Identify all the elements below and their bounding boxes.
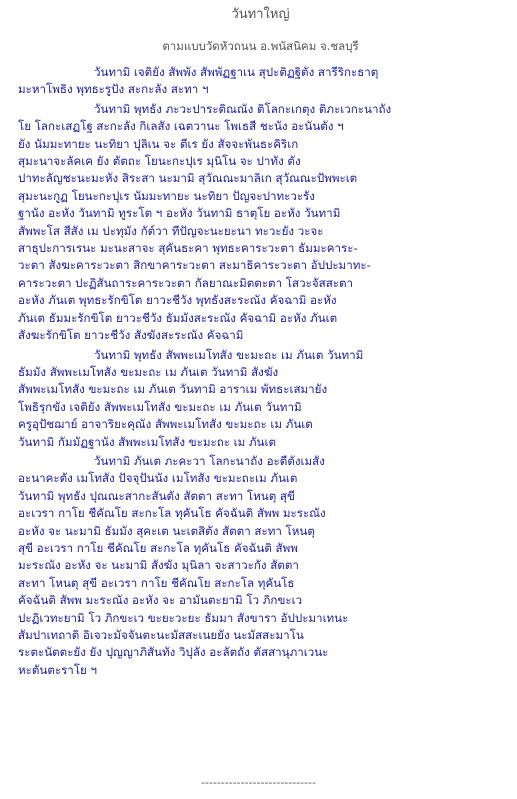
- text-line: วันทามิ ภันเต ภะคะวา โลกะนาถัง อะตีตังเมสัง: [94, 453, 325, 468]
- paragraph-3: [18, 347, 503, 451]
- text-line: อะหัง จะ นะมามิ ธัมมัง สุคะเต นะเตสิตัง สัตตา สะทา โหนตุ: [18, 523, 315, 538]
- text-line: อะนาคะตัง เมโทสัง ปัจจุปันนัง เมโทสัง ขะมะถะเม ภันเต: [18, 471, 298, 486]
- text-line: มะหาโพธิง พุทธะรูปัง สะกะลัง สะทา ฯ: [18, 82, 209, 97]
- text-line: คัจฉันติ สัพพ มะระณัง อะหัง จะ อามันตะยามิ โว ภิกขะเว: [18, 593, 303, 608]
- text-line: สัพพะเมโทสัง ขะมะถะ เม ภันเต วันทามิ อาราเม พัทธะเสมายัง: [18, 382, 328, 397]
- paragraph-2: [18, 101, 503, 345]
- text-line: ธัมมัง สัพพะเมโทสัง ขะมะถะ เม ภันเต วันทามิ สังฆัง: [18, 364, 279, 379]
- text-line: วันทามิ เจติยัง สัพพัง สัพพัฏฐาเน สุปะติฏฐิตัง สารีริกะธาตุ: [94, 65, 379, 79]
- text-line: ระตะนัตตะยัง ยัง ปุญญาภิสันทัง วิปุลัง อะลัตถัง ตัสสานุภาเวนะ: [18, 645, 329, 660]
- text-line: สุขี อะเวรา กาโย ชีคัณโย สะกะโล ทุคันโธ คัจฉันติ สัพพ: [18, 540, 298, 555]
- text-line: อะหัง ภันเต พุทธะรักขิโต ยาวะชีวัง พุทธังสะระณัง คัจฉามิ อะหัง: [18, 293, 337, 308]
- text-line: สุมะนะกูฏ โยนะกะปุเร นัมมะทายะ นะทิยา ปัญจะปาทะวะรัง: [18, 188, 315, 203]
- chant-body: [18, 64, 503, 679]
- paragraph-4: [18, 453, 503, 679]
- paragraph-1: [18, 64, 503, 99]
- text-line: สัมปาเทถาติ อิเจวะมัจจันตะนะมัสสะเนยยัง นะมัสสะมาโน: [18, 628, 304, 642]
- text-line: ปาทะลัญชะนะมะหัง สิระสา นะมามิ สุวัณณะมาลิเก สุวัณณะปัพพะเต: [18, 171, 358, 186]
- end-divider: -----------------------------: [200, 776, 317, 789]
- text-line: วันทามิ กัมมัฏฐานัง สัพพะเมโทสัง ขะมะถะ เม ภันเต: [18, 434, 276, 449]
- text-line: โพธิรุกขัง เจติยัง สัพพะเมโทสัง ขะมะถะ เม ภันเต วันทามิ: [18, 399, 302, 414]
- text-line: วะตา สังฆะคาระวะตา สิกขาคาระวะตา สะมาธิคาระวะตา อัปปะมาทะ-: [18, 258, 371, 273]
- text-line: คาระวะตา ปะฏิสันถาระคาระวะตา กัลยาณะมิตตะตา โสวะจัสสะตา: [18, 275, 354, 290]
- text-line: วันทามิ พุทธัง ปุณณะสากะสันตัง สัตตา สะทา โหนตุ สุขี: [18, 488, 295, 503]
- page-title: วันทาใหญ่: [231, 7, 290, 22]
- text-line: ภันเต ธัมมะรักขิโต ยาวะชีวัง ธัมมังสะระณัง คัจฉามิ อะหัง ภันเต: [18, 310, 338, 325]
- text-line: ปะฏิเวทะยามิ โว ภิกขะเว ขะยะวะยะ ธัมมา สังขารา อัปปะมาเทนะ: [18, 610, 349, 625]
- text-line: ครูอุปัชฌาย์ อาจาริยะคุณัง สัพพะเมโทสัง ขะมะถะ เม ภันเต: [18, 417, 313, 432]
- text-line: สุมะนาจะลัคเค ยัง ตัตถะ โยนะกะปุเร มุนิโน จะ ปาทัง ตัง: [18, 154, 301, 169]
- page-subtitle: ตามแบบวัดหัวถนน อ.พนัสนิคม จ.ชลบุรี: [162, 39, 359, 53]
- text-line: มะระณัง อะหัง จะ นะมามิ สังฆัง มุนิลา จะสาวะกัง สัตตา: [18, 558, 299, 573]
- text-line: สาธุปะการเรนะ มะนะสาจะ สุคันธะคา พุทธะคาระวะตา ธัมมะคาระ-: [18, 241, 358, 256]
- text-line: ฐานัง อะหัง วันทามิ ทูระโต ฯ อะหัง วันทามิ ธาตุโย อะหัง วันทามิ: [18, 206, 341, 221]
- text-line: สังฆะรักขิโต ยาวะชีวัง สังฆังสะระณัง คัจฉามิ: [18, 328, 244, 343]
- text-line: สะทา โหนตุ สุขี อะเวรา กาโย ชีคัณโย สะกะโล ทุคันโธ: [18, 575, 295, 590]
- text-line: วันทามิ พุทธัง ภะวะปาระติณณัง ติโลกะเกตุง ติภะเวกะนาถัง: [94, 101, 392, 116]
- text-line: ยัง นัมมะทายะ นะทิยา ปุลิเน จะ ตีเร ยัง สัจจะพันธะคิริเก: [18, 136, 299, 151]
- text-line: อะเวรา กาโย ชีคัณโย สะกะโล ทุคันโธ คัจฉันติ สัพพ มะระณัง: [18, 506, 326, 521]
- text-line: สัพพะโส สีสัง เม ปะทุมัง กัต์วา ทีปัญจะนะยะนา ทะวะยัง วะจะ: [18, 223, 324, 238]
- text-line: โย โลกะเสฏโฐ สะกะลัง กิเลสัง เฉตวานะ โพเธสี ชะนัง อะนันตัง ฯ: [18, 119, 344, 134]
- text-line: วันทามิ พุทธัง สัพพะเมโทสัง ขะมะถะ เม ภันเต วันทามิ: [94, 347, 364, 362]
- text-line: หะตันตะราโย ฯ: [18, 662, 98, 677]
